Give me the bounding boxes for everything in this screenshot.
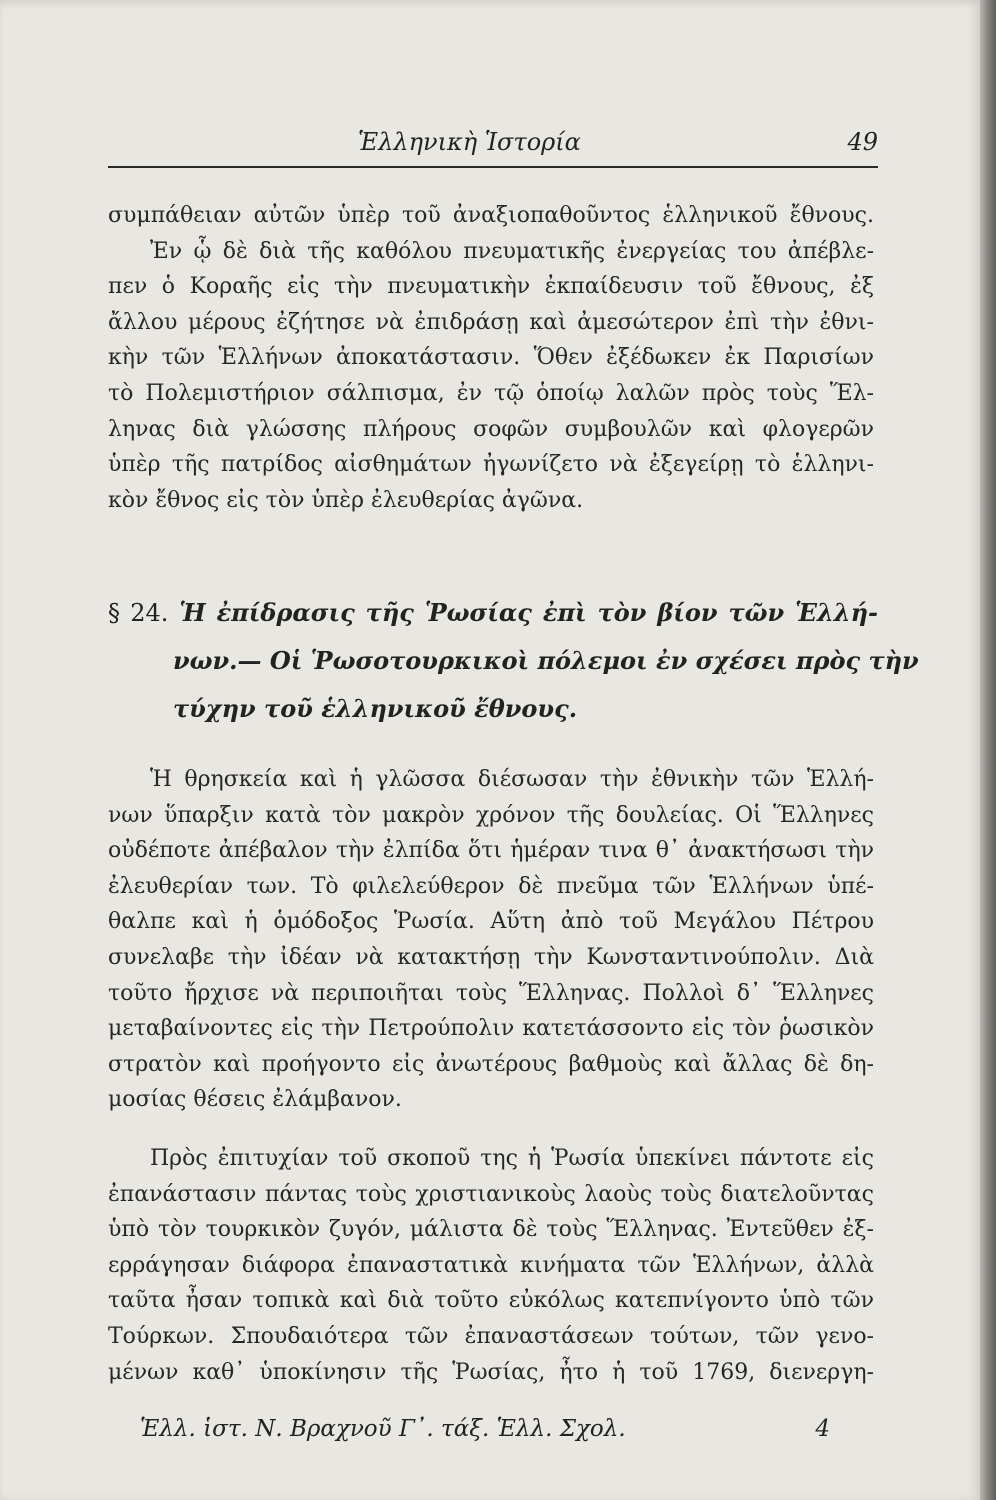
text-line: ἄλλου μέρους ἐζήτησε νὰ ἐπιδράσῃ καὶ ἀμεσώτερον ἐπὶ τὴν ἐθνι- <box>108 309 874 335</box>
text-line: ερράγησαν διάφορα ἐπαναστατικὰ κινήματα τῶν Ἑλλήνων, ἀλλὰ <box>108 1252 874 1278</box>
text-line: ληνας διὰ γλώσσης πλήρους σοφῶν συμβουλῶν καὶ φλογερῶν <box>108 416 874 442</box>
page-edge-shadow <box>980 0 996 1500</box>
text-line: Ἐν ᾧ δὲ διὰ τῆς καθόλου πνευματικῆς ἐνεργείας του ἀπέβλε- <box>150 238 874 264</box>
text-line: μοσίας θέσεις ἐλάμβανον. <box>108 1087 402 1113</box>
text-line: ἐπανάστασιν πάντας τοὺς χριστιανικοὺς λαοὺς τοὺς διατελοῦντας <box>108 1181 874 1207</box>
text-line: ἐλευθερίαν των. Τὸ φιλελεύθερον δὲ πνεῦμα τῶν Ἑλλήνων ὑπέ- <box>108 873 874 899</box>
section-heading <box>108 589 919 733</box>
text-line: ὑπὸ τὸν τουρκικὸν ζυγόν, μάλιστα δὲ τοὺς Ἕλληνας. Ἐντεῦθεν ἐξ- <box>108 1217 874 1243</box>
section-heading-line <box>108 589 878 637</box>
section-heading-line: νων.— Οἱ Ῥωσοτουρκικοὶ πόλεμοι ἐν σχέσει πρὸς τὴν <box>173 646 919 675</box>
text-line: μένων καθ᾽ ὑποκίνησιν τῆς Ῥωσίας, ἦτο ἡ τοῦ 1769, διενεργη- <box>108 1359 874 1385</box>
text-line: στρατὸν καὶ προήγοντο εἰς ἀνωτέρους βαθμοὺς καὶ ἄλλας δὲ δη- <box>108 1051 874 1077</box>
section-heading-line: τύχην τοῦ ἑλληνικοῦ ἔθνους. <box>173 694 578 723</box>
paragraph-1 <box>108 198 874 518</box>
text-line: κὴν τῶν Ἑλλήνων ἀποκατάστασιν. Ὅθεν ἐξέδωκεν ἐκ Παρισίων <box>108 345 874 371</box>
text-line: πεν ὁ Κοραῆς εἰς τὴν πνευματικὴν ἐκπαίδευσιν τοῦ ἔθνους, ἐξ <box>108 274 874 300</box>
paragraph-2 <box>108 762 874 1118</box>
text-line: ταῦτα ἦσαν τοπικὰ καὶ διὰ τοῦτο εὐκόλως κατεπνίγοντο ὑπὸ τῶν <box>108 1288 874 1314</box>
signature-mark: 4 <box>815 1416 830 1442</box>
text-line: θαλπε καὶ ἡ ὁμόδοξος Ῥωσία. Αὕτη ἀπὸ τοῦ Μεγάλου Πέτρου <box>108 909 874 935</box>
text-line: τὸ Πολεμιστήριον σάλπισμα, ἐν τῷ ὁποίῳ λαλῶν πρὸς τοὺς Ἕλ- <box>108 380 874 406</box>
text-line: τοῦτο ἤρχισε νὰ περιποιῆται τοὺς Ἕλληνας. Πολλοὶ δ᾽ Ἕλληνες <box>108 980 874 1006</box>
text-line: οὐδέποτε ἀπέβαλον τὴν ἐλπίδα ὅτι ἡμέραν τινα θ᾽ ἀνακτήσωσι τὴν <box>108 838 874 864</box>
text-line: κὸν ἔθνος εἰς τὸν ὑπὲρ ἐλευθερίας ἀγῶνα. <box>108 487 584 513</box>
section-number: § 24. <box>108 599 169 627</box>
text-line: Ἡ θρησκεία καὶ ἡ γλῶσσα διέσωσαν τὴν ἐθνικὴν τῶν Ἑλλή- <box>150 767 874 792</box>
running-header <box>108 128 878 168</box>
page-number: 49 <box>847 128 878 156</box>
header-title: Ἑλληνικὴ Ἱστορία <box>358 128 581 156</box>
text-line: συνελαβε τὴν ἰδέαν νὰ κατακτήσῃ τὴν Κωνσταντινούπολιν. Διὰ <box>108 944 874 970</box>
text-line: Πρὸς ἐπιτυχίαν τοῦ σκοποῦ της ἡ Ῥωσία ὑπεκίνει πάντοτε εἰς <box>150 1146 874 1171</box>
paragraph-3 <box>108 1141 874 1390</box>
page-footer <box>140 1416 830 1442</box>
text-line: μεταβαίνοντες εἰς τὴν Πετρούπολιν κατετάσσοντο εἰς τὸν ῥωσικὸν <box>108 1016 874 1042</box>
text-line: Τούρκων. Σπουδαιότερα τῶν ἐπαναστάσεων τούτων, τῶν γενο- <box>108 1323 874 1349</box>
text-line: συμπάθειαν αὐτῶν ὑπὲρ τοῦ ἀναξιοπαθοῦντος ἑλληνικοῦ ἔθνους. <box>108 203 874 228</box>
text-line: ὑπὲρ τῆς πατρίδος αἰσθημάτων ἠγωνίζετο νὰ ἐξεγείρῃ τὸ ἑλληνι- <box>108 452 874 478</box>
text-line: νων ὕπαρξιν κατὰ τὸν μακρὸν χρόνον τῆς δουλείας. Οἱ Ἕλληνες <box>108 802 874 828</box>
section-title-part: Ἡ ἐπίδρασις τῆς Ῥωσίας ἐπὶ τὸν βίον τῶν Ἑλλή- <box>179 598 879 627</box>
footer-citation: Ἑλλ. ἱστ. Ν. Βραχνοῦ Γ᾽. τάξ. Ἑλλ. Σχολ. <box>140 1416 626 1442</box>
